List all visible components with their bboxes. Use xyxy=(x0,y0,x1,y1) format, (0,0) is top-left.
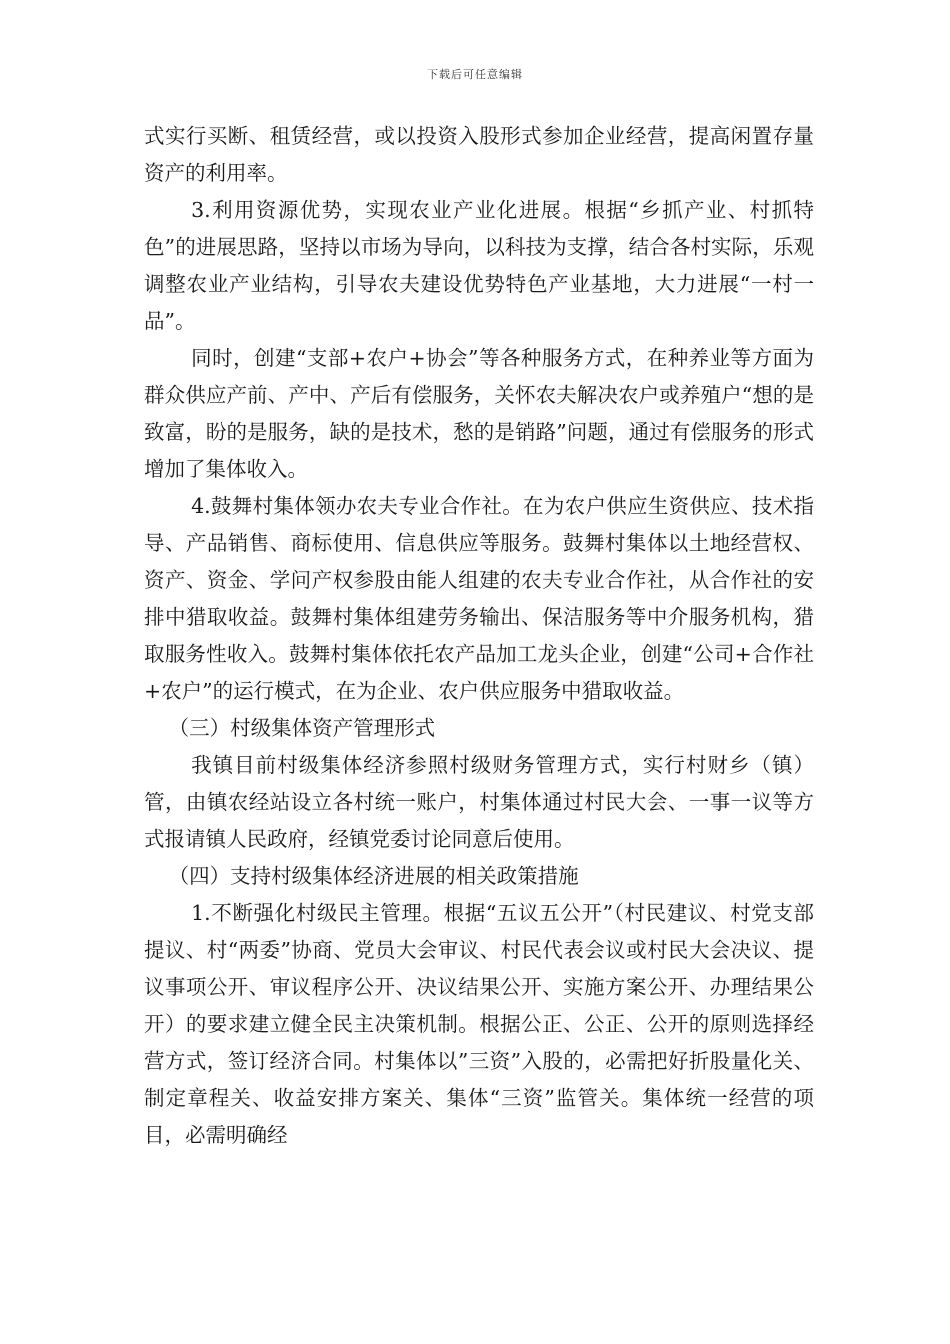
paragraph-continuation: 式实行买断、租赁经营，或以投资入股形式参加企业经营，提高闲置存量资产的利用率。 xyxy=(144,124,814,185)
page-header: 下载后可任意编辑 xyxy=(427,68,523,81)
paragraph-democratic-management: 1.不断强化村级民主管理。根据“五议五公开”（村民建议、村党支部提议、村“两委”协商、党员大会审议、村民代表会议或村民大会决议、提议事项公开、审议程序公开、决议结果公开、实施方案公开、办理结果公开）的要求建立健全民主决策机制。根据公正、公正、公开的原则选择经营方式，签订经济合同。村集体以”三资”入股的，必需把好折股量化关、制定章程关、收益安排方案关、集体“三资”监管关。集体统一经营的项目，必需明确经 xyxy=(144,901,814,1147)
paragraph-asset-management: 我镇目前村级集体经济参照村级财务管理方式，实行村财乡（镇）管，由镇农经站设立各村统一账户，村集体通过村民大会、一事一议等方式报请镇人民政府，经镇党委讨论同意后使用。 xyxy=(144,753,814,851)
paragraph-service-model: 同时，创建“支部+农户+协会”等各种服务方式，在种养业等方面为群众供应产前、产中、产后有偿服务，关怀农夫解决农户或养殖户“想的是致富，盼的是服务，缺的是技术，愁的是销路”问题，通过有偿服务的形式增加了集体收入。 xyxy=(144,346,814,481)
section-heading-3: （三）村级集体资产管理形式 xyxy=(168,716,436,740)
document-body xyxy=(144,118,814,1154)
section-heading-4: （四）支持村级集体经济进展的相关政策措施 xyxy=(168,864,579,888)
paragraph-item-4: 4.鼓舞村集体领办农夫专业合作社。在为农户供应生资供应、技术指导、产品销售、商标使用、信息供应等服务。鼓舞村集体以土地经营权、资产、资金、学问产权参股由能人组建的农夫专业合作社，从合作社的安排中猎取收益。鼓舞村集体组建劳务输出、保洁服务等中介服务机构，猎取服务性收入。鼓舞村集体依托农产品加工龙头企业，创建“公司+合作社+农户”的运行模式，在为企业、农户供应服务中猎取收益。 xyxy=(144,494,814,703)
paragraph-item-3: 3.利用资源优势，实现农业产业化进展。根据“乡抓产业、村抓特色”的进展思路，坚持以市场为导向，以科技为支撑，结合各村实际，乐观调整农业产业结构，引导农夫建设优势特色产业基地，大力进展“一村一品”。 xyxy=(144,198,814,333)
